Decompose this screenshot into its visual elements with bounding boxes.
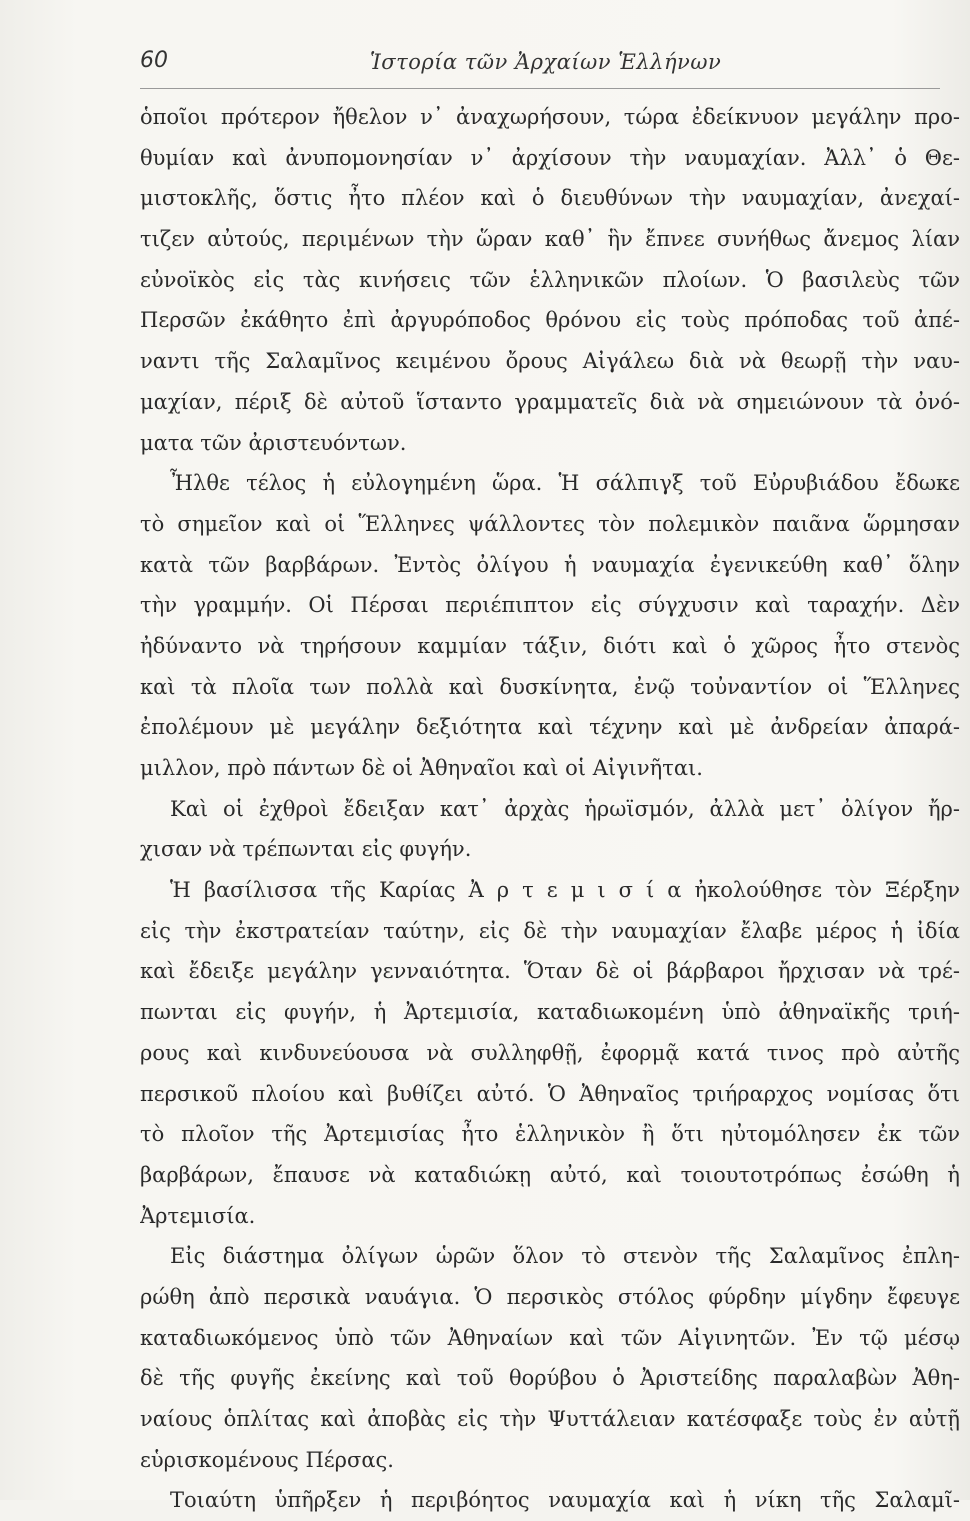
text-line: μιστοκλῆς, ὅστις ἦτο πλέον καὶ ὁ διευθύνων τὴν ναυμαχίαν, ἀνεχαί- [140, 186, 960, 211]
text-line: Τοιαύτη ὑπῆρξεν ἡ περιβόητος ναυμαχία καὶ ἡ νίκη τῆς Σαλαμῖ- [170, 1488, 960, 1513]
text-line: εἰς τὴν ἐκστρατείαν ταύτην, εἰς δὲ τὴν ναυμαχίαν ἔλαβε μέρος ἡ ἰδία [140, 918, 960, 943]
text-line: ναίους ὁπλίτας καὶ ἀποβὰς εἰς τὴν Ψυττάλειαν κατέσφαξε τοὺς ἐν αὐτῇ [140, 1407, 960, 1431]
running-title: Ἱστορία τῶν Ἀρχαίων Ἑλλήνων [370, 50, 722, 74]
text-line: ματα τῶν ἀριστευόντων. [140, 430, 407, 455]
text-line: δὲ τῆς φυγῆς ἐκείνης καὶ τοῦ θορύβου ὁ Ἀριστείδης παραλαβὼν Ἀθη- [140, 1366, 960, 1391]
text-line: μιλλον, πρὸ πάντων δὲ οἱ Ἀθηναῖοι καὶ οἱ Αἰγινῆται. [140, 756, 703, 780]
text-line: θυμίαν καὶ ἀνυπομονησίαν ν᾽ ἀρχίσουν τὴν ναυμαχίαν. Ἀλλ᾽ ὁ Θε- [140, 145, 960, 170]
text-line: τὸ σημεῖον καὶ οἱ Ἕλληνες ψάλλοντες τὸν πολεμικὸν παιᾶνα ὥρμησαν [140, 511, 960, 536]
text-line: Ἀρτεμισία. [140, 1203, 256, 1228]
text-line: ἐπολέμουν μὲ μεγάλην δεξιότητα καὶ τέχνην καὶ μὲ ἀνδρείαν ἀπαρά- [140, 715, 960, 740]
text-line: Καὶ οἱ ἐχθροὶ ἔδειξαν κατ᾽ ἀρχὰς ἡρωϊσμόν, ἀλλὰ μετ᾽ ὀλίγον ἤρ- [170, 796, 960, 821]
text-line: μαχίαν, πέριξ δὲ αὐτοῦ ἵσταντο γραμματεῖς διὰ νὰ σημειώνουν τὰ ὀνό- [140, 389, 960, 414]
text-line: ἠδύναντο νὰ τηρήσουν καμμίαν τάξιν, διότι καὶ ὁ χῶρος ἦτο στενὸς [140, 633, 960, 658]
text-line: κατὰ τῶν βαρβάρων. Ἐντὸς ὀλίγου ἡ ναυμαχία ἐγενικεύθη καθ᾽ ὅλην [140, 552, 960, 577]
page-header [140, 44, 940, 84]
text-line: καὶ τὰ πλοῖα των πολλὰ καὶ δυσκίνητα, ἐνῷ τοὐναντίον οἱ Ἕλληνες [140, 674, 960, 699]
text-line: Περσῶν ἐκάθητο ἐπὶ ἀργυρόποδος θρόνου εἰς τοὺς πρόποδας τοῦ ἀπέ- [140, 308, 960, 333]
page-number: 60 [140, 48, 168, 73]
body-text [140, 97, 960, 1521]
text-line: καὶ ἔδειξε μεγάλην γενναιότητα. Ὅταν δὲ οἱ βάρβαροι ἤρχισαν νὰ τρέ- [140, 959, 960, 984]
text-line: περσικοῦ πλοίου καὶ βυθίζει αὐτό. Ὁ Ἀθηναῖος τριήραρχος νομίσας ὅτι [140, 1081, 960, 1106]
text-line: ρους καὶ κινδυνεύουσα νὰ συλληφθῇ, ἐφορμᾷ κατά τινος πρὸ αὐτῆς [140, 1040, 960, 1065]
text-line: Εἰς διάστημα ὀλίγων ὡρῶν ὅλον τὸ στενὸν τῆς Σαλαμῖνος ἐπλη- [170, 1244, 960, 1269]
text-line: ρώθη ἀπὸ περσικὰ ναυάγια. Ὁ περσικὸς στόλος φύρδην μίγδην ἔφευγε [140, 1284, 960, 1309]
text-line: εὐνοϊκὸς εἰς τὰς κινήσεις τῶν ἑλληνικῶν πλοίων. Ὁ βασιλεὺς τῶν [140, 267, 960, 292]
text-line: βαρβάρων, ἔπαυσε νὰ καταδιώκῃ αὐτό, καὶ τοιουτοτρόπως ἐσώθη ἡ [140, 1162, 960, 1187]
text-line: τὴν γραμμήν. Οἱ Πέρσαι περιέπιπτον εἰς σύγχυσιν καὶ ταραχήν. Δὲν [140, 593, 960, 618]
text-line: Ἦλθε τέλος ἡ εὐλογημένη ὥρα. Ἡ σάλπιγξ τοῦ Εὐρυβιάδου ἔδωκε [170, 471, 960, 496]
text-line: τὸ πλοῖον τῆς Ἀρτεμισίας ἦτο ἑλληνικὸν ἢ ὅτι ηὐτομόλησεν ἐκ τῶν [140, 1122, 960, 1147]
text-line: χισαν νὰ τρέπωνται εἰς φυγήν. [140, 837, 472, 862]
text-line: εὑρισκομένους Πέρσας. [140, 1447, 394, 1472]
text-line: ναντι τῆς Σαλαμῖνος κειμένου ὄρους Αἰγάλεω διὰ νὰ θεωρῇ τὴν ναυ- [140, 349, 960, 374]
text-line: καταδιωκόμενος ὑπὸ τῶν Ἀθηναίων καὶ τῶν Αἰγινητῶν. Ἐν τῷ μέσῳ [140, 1325, 960, 1350]
text-line: τιζεν αὐτούς, περιμένων τὴν ὥραν καθ᾽ ἣν ἔπνεε συνήθως ἄνεμος λίαν [140, 227, 960, 252]
text-line: πωνται εἰς φυγήν, ἡ Ἀρτεμισία, καταδιωκομένη ὑπὸ ἀθηναϊκῆς τριή- [140, 1000, 960, 1025]
text-line: Ἡ βασίλισσα τῆς Καρίας Ἀ ρ τ ε μ ι σ ί α ἠκολούθησε τὸν Ξέρξην [170, 878, 960, 903]
text-line: ὁποῖοι πρότερον ἤθελον ν᾽ ἀναχωρήσουν, τώρα ἐδείκνυον μεγάλην προ- [140, 105, 960, 129]
header-rule [140, 88, 940, 89]
